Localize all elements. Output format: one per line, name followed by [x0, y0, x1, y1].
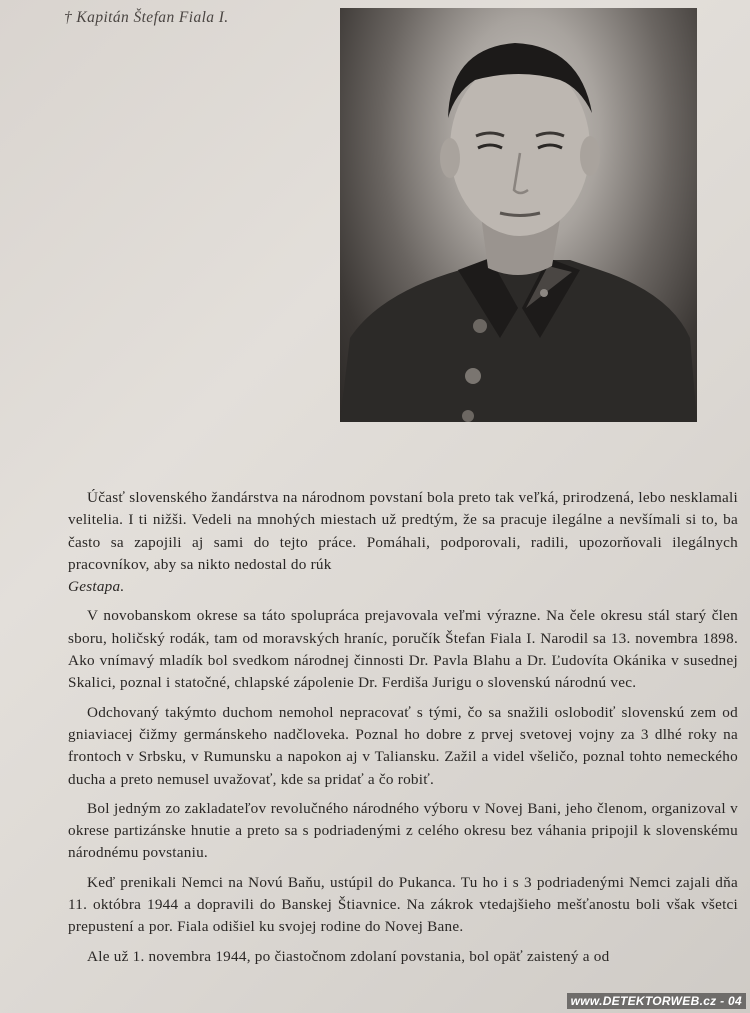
paragraph: Ale už 1. novembra 1944, po čiastočnom zdolaní povstania, bol opäť zaistený a od [87, 947, 610, 965]
paragraph: V novobanskom okrese sa táto spolupráca prejavovala veľmi výrazne. Na čele okresu stál starý člen sboru, holičský rodák, tam od moravských hraníc, poručík Štefan Fiala I. Narodil sa 13. novembra 1898. Ako vnímavý mladík bol svedkom národnej činnosti Dr. Pavla Blahu a Dr. Ľudovíta Okánika v susednej Skalici, poznal i statočné, chlapské zápolenie Dr. Ferdiša Jurigu o slovenskú národnú vec. [68, 607, 738, 692]
portrait-photo [340, 8, 697, 422]
paragraph: Bol jedným zo zakladateľov revolučného národného výboru v Novej Bani, jeho členom, organizoval v okrese partizánske hnutie a preto sa s podriadenými z celého okresu bez váhania pripojil k slovenskému národnému povstaniu. [68, 799, 738, 862]
article-body [68, 487, 738, 975]
paragraph: Účasť slovenského žandárstva na národnom povstaní bola preto tak veľká, prirodzená, lebo nesklamali velitelia. I ti nižši. Vedeli na mnohých miestach už predtým, že sa pracuje ilegálne a nevšímali si to, ba často sa zapojili aj sami do tejto práce. Pomáhali, podporovali, radili, upozorňovali ilegálnych pracovníkov, aby sa nikto nedostal do rúk [68, 489, 738, 573]
gestapa-word: Gestapa. [68, 578, 125, 596]
paragraph: Odchovaný takýmto duchom nemohol nepracovať s tými, čo sa snažili oslobodiť slovenskú zem od gniaviacej čižmy germánskeho nadčloveka. Poznal ho dobre z prvej svetovej vojny za 3 dlhé roky na frontoch v Srbsku, v Rumunsku a napokon aj v Taliansku. Zažil a videl všeličo, poznal tohto nemeckého ducha a preto nemusel uvažovať, kde sa pridať a čo robiť. [68, 703, 738, 788]
portrait-illustration [340, 8, 697, 422]
photo-caption: † Kapitán Štefan Fiala I. [64, 9, 229, 26]
paragraph: Keď prenikali Nemci na Novú Baňu, ustúpil do Pukanca. Tu ho i s 3 podriadenými Nemci zajali dňa 11. októbra 1944 a dopravili do Banskej Štiavnice. Na zákrok vtedajšieho mešťanostu boli však všetci prepustení a por. Fiala odišiel ku svojej rodine do Novej Bane. [68, 873, 738, 936]
watermark: www.DETEKTORWEB.cz - 04 [567, 993, 746, 1009]
paragraph-italic [68, 576, 738, 598]
